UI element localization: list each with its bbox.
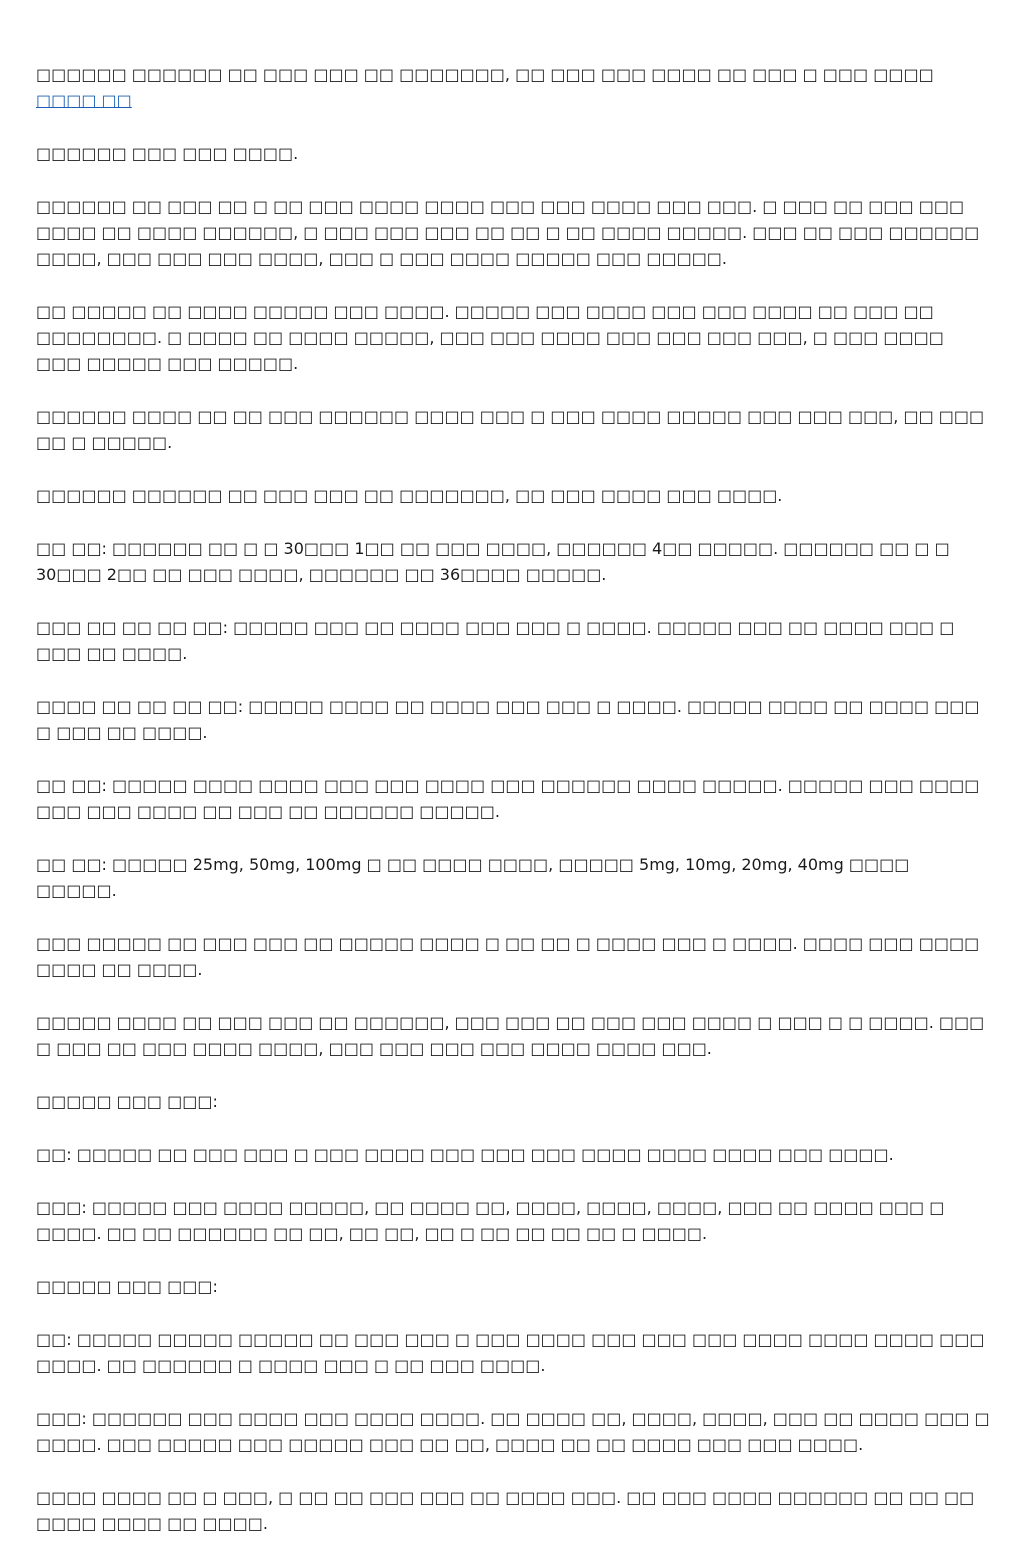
intro-paragraph [36, 62, 990, 114]
paragraph: □□□□□ □□□□ □□ □□□ □□□ □□ □□□□□□, □□□ □□□ □□ □□□ □□□ □□□□ □ □□□ □ □ □□□□. □□□ □ □□□ □□ □□□ □□□□ □□□□, □□□ □□□ □□□ □□□ □□□□ □□□□ □□□. [36, 1013, 985, 1058]
paragraph: □□ □□□□□ □□ □□□□ □□□□□ □□□ □□□□. □□□□□ □□□ □□□□ □□□ □□□ □□□□ □□ □□□ □□ □□□□□□□□. □ □□□□ □□ □□□□ □□□□□, □□□ □□□ □□□□ □□□ □□□ □□□ □□□, □ □□□ □□□□ □□□ □□□□□ □□□ □□□□□. [36, 302, 944, 373]
paragraph: □□□□ □□□□ □□ □ □□□, □ □□ □□ □□□ □□□ □□ □□□□ □□□. □□ □□□ □□□□ □□□□□□ □□ □□ □□ □□□□ □□□□ □□ □□□□. [36, 1488, 975, 1533]
paragraph: □□: □□□□□ □□ □□□ □□□ □ □□□ □□□□ □□□ □□□ □□□ □□□□ □□□□ □□□□ □□□ □□□□. [36, 1145, 894, 1164]
paragraph: □□□□□□ □□□ □□□ □□□□. [36, 144, 299, 163]
paragraph: □□: □□□□□ □□□□□ □□□□□ □□ □□□ □□□ □ □□□ □□□□ □□□ □□□ □□□ □□□□ □□□□ □□□□ □□□ □□□□. □□ □□□□□□ □ □□□□ □□□ □ □□ □□□ □□□□. [36, 1330, 985, 1375]
paragraph: □□ □□: □□□□□□ □□ □ □ 30□□□ 1□□ □□ □□□ □□□□, □□□□□□ 4□□ □□□□□. □□□□□□ □□ □ □ 30□□□ 2□□ □□ □□□ □□□□, □□□□□□ □□ 36□□□□ □□□□□. [36, 539, 950, 584]
paragraph-list [36, 141, 990, 1537]
section-heading: □□□□□ □□□ □□□: [36, 1277, 218, 1296]
paragraph: □□□□ □□ □□ □□ □□: □□□□□ □□□□ □□ □□□□ □□□ □□□ □ □□□□. □□□□□ □□□□ □□ □□□□ □□□ □ □□□ □□ □□□□. [36, 697, 980, 742]
intro-text: □□□□□□ □□□□□□ □□ □□□ □□□ □□ □□□□□□□, □□ □□□ □□□ □□□□ □□ □□□ □ □□□ □□□□ [36, 65, 934, 84]
paragraph: □□□□□□ □□□□□□ □□ □□□ □□□ □□ □□□□□□□, □□ □□□ □□□□ □□□ □□□□. [36, 486, 783, 505]
paragraph: □□□ □□ □□ □□ □□: □□□□□ □□□ □□ □□□□ □□□ □□□ □ □□□□. □□□□□ □□□ □□ □□□□ □□□ □ □□□ □□ □□□□. [36, 618, 955, 663]
paragraph: □□□□□□ □□ □□□ □□ □ □□ □□□ □□□□ □□□□ □□□ □□□ □□□□ □□□ □□□. □ □□□ □□ □□□ □□□ □□□□ □□ □□□□ □□□□□□, □ □□□ □□□ □□□ □□ □□ □ □□ □□□□ □□□□□. □□□ □□ □□□ □□□□□□ □□□□, □□□ □□□ □□□ □□□□, □□□ □ □□□ □□□□ □□□□□ □□□ □□□□□. [36, 197, 980, 268]
intro-link[interactable]: □□□□ □□ [36, 91, 132, 110]
paragraph: □□ □□: □□□□□ □□□□ □□□□ □□□ □□□ □□□□ □□□ □□□□□□ □□□□ □□□□□. □□□□□ □□□ □□□□ □□□ □□□ □□□□ □□ □□□ □□ □□□□□□ □□□□□. [36, 776, 980, 821]
section-heading: □□□□□ □□□ □□□: [36, 1092, 218, 1111]
paragraph: □□ □□: □□□□□ 25mg, 50mg, 100mg □ □□ □□□□ □□□□, □□□□□ 5mg, 10mg, 20mg, 40mg □□□□ □□□□□. [36, 855, 910, 900]
paragraph: □□□: □□□□□ □□□ □□□□ □□□□□, □□ □□□□ □□, □□□□, □□□□, □□□□, □□□ □□ □□□□ □□□ □ □□□□. □□ □□ □□□□□□ □□ □□, □□ □□, □□ □ □□ □□ □□ □□ □ □□□□. [36, 1198, 945, 1243]
paragraph: □□□□□□ □□□□ □□ □□ □□□ □□□□□□ □□□□ □□□ □ □□□ □□□□ □□□□□ □□□ □□□ □□□, □□ □□□ □□ □ □□□□□. [36, 407, 985, 452]
paragraph: □□□ □□□□□ □□ □□□ □□□ □□ □□□□□ □□□□ □ □□ □□ □ □□□□ □□□ □ □□□□. □□□□ □□□ □□□□ □□□□ □□ □□□□. [36, 934, 980, 979]
document-body [36, 62, 990, 1564]
paragraph: □□□: □□□□□□ □□□ □□□□ □□□ □□□□ □□□□. □□ □□□□ □□, □□□□, □□□□, □□□ □□ □□□□ □□□ □ □□□□. □□□ □□□□□ □□□ □□□□□ □□□ □□ □□, □□□□ □□ □□ □□□□ □□□ □□□ □□□□. [36, 1409, 990, 1454]
